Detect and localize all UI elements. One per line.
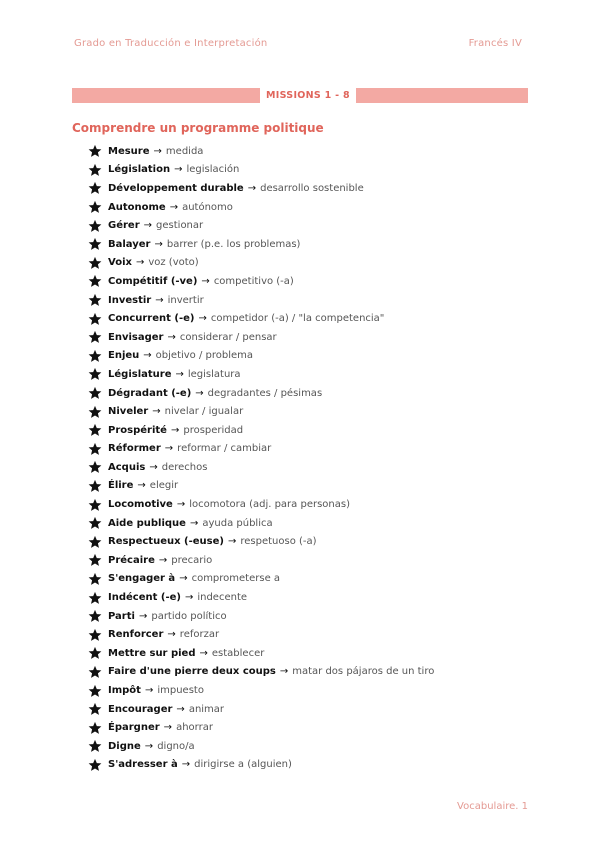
star-icon: [88, 237, 102, 251]
vocab-entry: [88, 365, 434, 384]
vocab-translation: locomotora (adj. para personas): [189, 499, 350, 511]
vocab-entry: [88, 421, 434, 440]
footer-label: Vocabulaire. 1: [457, 801, 528, 812]
vocab-entry: [88, 179, 434, 198]
vocab-translation: reformar / cambiar: [177, 443, 272, 455]
vocab-translation: nivelar / igualar: [164, 406, 244, 418]
vocab-term: Envisager: [108, 331, 164, 343]
vocab-translation: barrer (p.e. los problemas): [166, 238, 301, 250]
header-course-title: Grado en Traducción e Interpretación: [74, 38, 268, 49]
star-icon: [88, 498, 102, 512]
vocab-term: Compétitif (-ve): [108, 275, 198, 287]
vocab-translation: medida: [165, 145, 204, 157]
vocab-translation: competitivo (-a): [213, 275, 294, 287]
star-icon: [88, 349, 102, 363]
arrow-icon: →: [179, 573, 188, 585]
arrow-icon: →: [279, 666, 289, 678]
arrow-icon: →: [198, 313, 207, 325]
vocab-translation: considerar / pensar: [179, 331, 277, 343]
star-icon: [88, 144, 102, 158]
vocab-translation: digno/a: [157, 740, 195, 752]
vocab-term: Enjeu: [108, 350, 140, 362]
vocab-translation: dirigirse a (alguien): [194, 759, 292, 771]
vocab-translation: partido político: [151, 610, 227, 622]
vocab-term: Prospérité: [108, 424, 167, 436]
vocab-term: Dégradant (-e): [108, 387, 192, 399]
vocab-entry: [88, 142, 434, 161]
vocab-entry: [88, 700, 434, 719]
arrow-icon: →: [164, 443, 174, 455]
vocab-entry: [88, 663, 434, 682]
vocab-term: Développement durable: [108, 182, 244, 194]
vocab-translation: objetivo / problema: [155, 350, 254, 362]
star-icon: [88, 516, 102, 530]
vocab-entry: [88, 458, 434, 477]
arrow-icon: →: [175, 368, 184, 380]
arrow-icon: →: [247, 182, 257, 194]
vocab-translation: matar dos pájaros de un tiro: [292, 666, 435, 678]
vocab-term: Gérer: [108, 220, 140, 232]
star-icon: [88, 405, 102, 419]
arrow-icon: →: [176, 703, 185, 715]
vocab-term: Impôt: [108, 685, 141, 697]
star-icon: [88, 460, 102, 474]
star-icon: [88, 758, 102, 772]
vocab-entry: [88, 681, 434, 700]
vocab-translation: indecente: [197, 592, 248, 604]
vocab-term: Respectueux (-euse): [108, 536, 224, 548]
vocab-entry: [88, 644, 434, 663]
vocab-translation: respetuoso (-a): [240, 536, 317, 548]
star-icon: [88, 386, 102, 400]
arrow-icon: →: [227, 536, 237, 548]
vocab-term: Épargner: [108, 722, 160, 734]
vocab-term: S'engager à: [108, 573, 176, 585]
arrow-icon: →: [137, 480, 146, 492]
vocab-translation: ayuda pública: [202, 517, 273, 529]
vocab-entry: [88, 551, 434, 570]
arrow-icon: →: [143, 350, 152, 362]
vocab-entry: [88, 272, 434, 291]
vocab-term: Aide publique: [108, 517, 186, 529]
vocab-term: Mesure: [108, 145, 150, 157]
vocab-entry: [88, 588, 434, 607]
star-icon: [88, 553, 102, 567]
vocab-translation: derechos: [161, 461, 208, 473]
vocab-term: Encourager: [108, 703, 173, 715]
star-icon: [88, 479, 102, 493]
vocab-term: Locomotive: [108, 499, 173, 511]
vocab-entry: [88, 625, 434, 644]
star-icon: [88, 423, 102, 437]
star-icon: [88, 609, 102, 623]
vocab-entry: [88, 477, 434, 496]
arrow-icon: →: [144, 685, 154, 697]
star-icon: [88, 312, 102, 326]
vocab-translation: desarrollo sostenible: [260, 182, 364, 194]
vocab-translation: competidor (-a) / "la competencia": [210, 313, 385, 325]
star-icon: [88, 367, 102, 381]
arrow-icon: →: [195, 387, 204, 399]
vocab-translation: establecer: [211, 647, 265, 659]
arrow-icon: →: [138, 610, 148, 622]
vocab-entry: [88, 440, 434, 459]
vocab-translation: animar: [188, 703, 225, 715]
vocabulary-list: [88, 142, 434, 774]
arrow-icon: →: [155, 294, 164, 306]
star-icon: [88, 219, 102, 233]
arrow-icon: →: [176, 499, 186, 511]
star-icon: [88, 684, 102, 698]
vocab-term: S'adresser à: [108, 759, 178, 771]
star-icon: [88, 200, 102, 214]
vocab-entry: [88, 384, 434, 403]
star-icon: [88, 628, 102, 642]
vocab-term: Concurrent (-e): [108, 313, 195, 325]
vocab-translation: voz (voto): [148, 257, 199, 269]
star-icon: [88, 256, 102, 270]
vocab-entry: [88, 532, 434, 551]
arrow-icon: →: [135, 257, 145, 269]
vocab-entry: [88, 254, 434, 273]
vocab-translation: precario: [171, 554, 213, 566]
vocab-entry: [88, 216, 434, 235]
arrow-icon: →: [167, 331, 176, 343]
arrow-icon: →: [169, 201, 179, 213]
vocab-translation: invertir: [167, 294, 204, 306]
star-icon: [88, 442, 102, 456]
vocab-term: Balayer: [108, 238, 151, 250]
banner-label: MISSIONS 1 - 8: [260, 88, 356, 103]
arrow-icon: →: [143, 220, 153, 232]
vocab-term: Acquis: [108, 461, 146, 473]
arrow-icon: →: [189, 517, 199, 529]
vocab-entry: [88, 570, 434, 589]
vocab-term: Voix: [108, 257, 132, 269]
vocab-term: Élire: [108, 480, 134, 492]
arrow-icon: →: [199, 647, 208, 659]
vocab-entry: [88, 718, 434, 737]
star-icon: [88, 646, 102, 660]
vocab-entry: [88, 235, 434, 254]
arrow-icon: →: [184, 592, 194, 604]
arrow-icon: →: [152, 406, 161, 418]
arrow-icon: →: [181, 759, 191, 771]
vocab-translation: prosperidad: [183, 424, 244, 436]
vocab-translation: reforzar: [179, 629, 220, 641]
vocab-entry: [88, 198, 434, 217]
arrow-icon: →: [163, 722, 173, 734]
header-subject: Francés IV: [468, 38, 522, 49]
vocab-term: Digne: [108, 740, 141, 752]
section-banner: [72, 88, 528, 103]
arrow-icon: →: [153, 145, 162, 157]
vocab-entry: [88, 495, 434, 514]
vocab-term: Législature: [108, 368, 172, 380]
star-icon: [88, 181, 102, 195]
vocab-term: Réformer: [108, 443, 161, 455]
vocab-term: Législation: [108, 164, 171, 176]
star-icon: [88, 591, 102, 605]
vocab-term: Autonome: [108, 201, 166, 213]
star-icon: [88, 274, 102, 288]
vocab-entry: [88, 756, 434, 775]
vocab-translation: comprometerse a: [191, 573, 281, 585]
star-icon: [88, 702, 102, 716]
vocab-entry: [88, 607, 434, 626]
star-icon: [88, 535, 102, 549]
arrow-icon: →: [158, 554, 168, 566]
vocab-term: Précaire: [108, 554, 155, 566]
star-icon: [88, 330, 102, 344]
vocab-term: Niveler: [108, 406, 149, 418]
vocab-entry: [88, 514, 434, 533]
vocab-term: Indécent (-e): [108, 592, 181, 604]
vocab-term: Faire d'une pierre deux coups: [108, 666, 276, 678]
vocab-term: Parti: [108, 610, 135, 622]
star-icon: [88, 665, 102, 679]
vocab-entry: [88, 309, 434, 328]
vocab-entry: [88, 347, 434, 366]
vocab-entry: [88, 161, 434, 180]
arrow-icon: →: [170, 424, 180, 436]
vocab-translation: impuesto: [157, 685, 204, 697]
vocab-entry: [88, 328, 434, 347]
arrow-icon: →: [201, 275, 210, 287]
vocab-translation: legislatura: [187, 368, 241, 380]
vocab-term: Renforcer: [108, 629, 164, 641]
star-icon: [88, 163, 102, 177]
vocab-translation: degradantes / pésimas: [207, 387, 323, 399]
vocab-translation: gestionar: [156, 220, 204, 232]
section-title: Comprendre un programme politique: [72, 121, 324, 135]
arrow-icon: →: [149, 461, 158, 473]
vocab-entry: [88, 402, 434, 421]
vocab-translation: elegir: [149, 480, 179, 492]
star-icon: [88, 572, 102, 586]
star-icon: [88, 721, 102, 735]
star-icon: [88, 739, 102, 753]
arrow-icon: →: [144, 740, 154, 752]
arrow-icon: →: [154, 238, 163, 250]
vocab-translation: legislación: [186, 164, 240, 176]
vocab-term: Investir: [108, 294, 152, 306]
vocab-entry: [88, 291, 434, 310]
arrow-icon: →: [167, 629, 176, 641]
star-icon: [88, 293, 102, 307]
vocab-translation: autónomo: [182, 201, 233, 213]
arrow-icon: →: [174, 164, 183, 176]
vocab-translation: ahorrar: [176, 722, 213, 734]
vocab-term: Mettre sur pied: [108, 647, 196, 659]
vocab-entry: [88, 737, 434, 756]
